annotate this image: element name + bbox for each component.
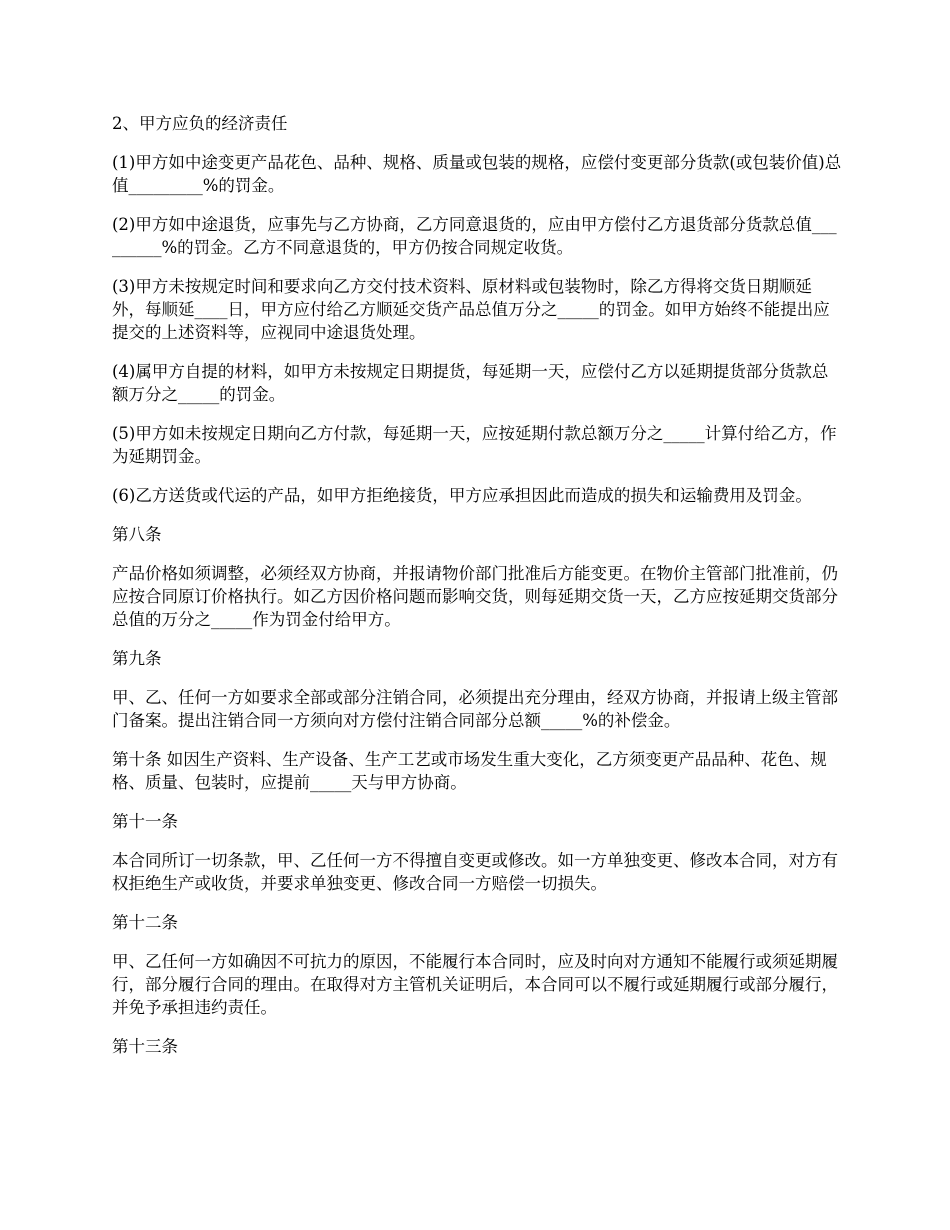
article-8-text: 产品价格如须调整，必须经双方协商，并报请物价部门批准后方能变更。在物价主管部门批准前，仍应按合同原订价格执行。如乙方因价格问题而影响交货，则每延期交货一天，乙方应按延期交货部分总值的万分之_____作为罚金付给甲方。: [112, 564, 838, 629]
article-11-text: 本合同所订一切条款，甲、乙任何一方不得擅自变更或修改。如一方单独变更、修改本合同，对方有权拒绝生产或收货，并要求单独变更、修改合同一方赔偿一切损失。: [112, 851, 838, 893]
clause-3: (3)甲方未按规定时间和要求向乙方交付技术资料、原材料或包装物时，除乙方得将交货日期顺延外，每顺延____日，甲方应付给乙方顺延交货产品总值万分之_____的罚金。如甲方始终不能提出应提交的上述资料等，应视同中途退货处理。: [112, 277, 830, 342]
article-8-heading: 第八条: [112, 525, 162, 544]
document-body: [112, 112, 842, 1074]
clause-1: (1)甲方如中途变更产品花色、品种、规格、质量或包装的规格，应偿付变更部分货款(或包装价值)总值_________%的罚金。: [112, 153, 842, 195]
article-10-text: 第十条 如因生产资料、生产设备、生产工艺或市场发生重大变化，乙方须变更产品品种、花色、规格、质量、包装时，应提前_____天与甲方协商。: [112, 750, 827, 792]
article-12-heading: 第十二条: [112, 913, 178, 932]
article-13-heading: 第十三条: [112, 1037, 178, 1056]
article-11-heading: 第十一条: [112, 812, 178, 831]
article-9-text: 甲、乙、任何一方如要求全部或部分注销合同，必须提出充分理由，经双方协商，并报请上级主管部门备案。提出注销合同一方须向对方偿付注销合同部分总额_____%的补偿金。: [112, 688, 838, 730]
section-heading-2: 2、甲方应负的经济责任: [112, 114, 288, 133]
article-9-heading: 第九条: [112, 649, 162, 668]
clause-4: (4)属甲方自提的材料，如甲方未按规定日期提货，每延期一天，应偿付乙方以延期提货部分货款总额万分之_____的罚金。: [112, 362, 829, 404]
clause-6: (6)乙方送货或代运的产品，如甲方拒绝接货，甲方应承担因此而造成的损失和运输费用及罚金。: [112, 486, 812, 505]
clause-2: (2)甲方如中途退货，应事先与乙方协商，乙方同意退货的，应由甲方偿付乙方退货部分货款总值_________%的罚金。乙方不同意退货的，甲方仍按合同规定收货。: [112, 215, 837, 257]
article-12-text: 甲、乙任何一方如确因不可抗力的原因，不能履行本合同时，应及时向对方通知不能履行或须延期履行，部分履行合同的理由。在取得对方主管机关证明后，本合同可以不履行或延期履行或部分履行，并免予承担违约责任。: [112, 952, 838, 1017]
clause-5: (5)甲方如未按规定日期向乙方付款，每延期一天，应按延期付款总额万分之_____计算付给乙方，作为延期罚金。: [112, 424, 837, 466]
